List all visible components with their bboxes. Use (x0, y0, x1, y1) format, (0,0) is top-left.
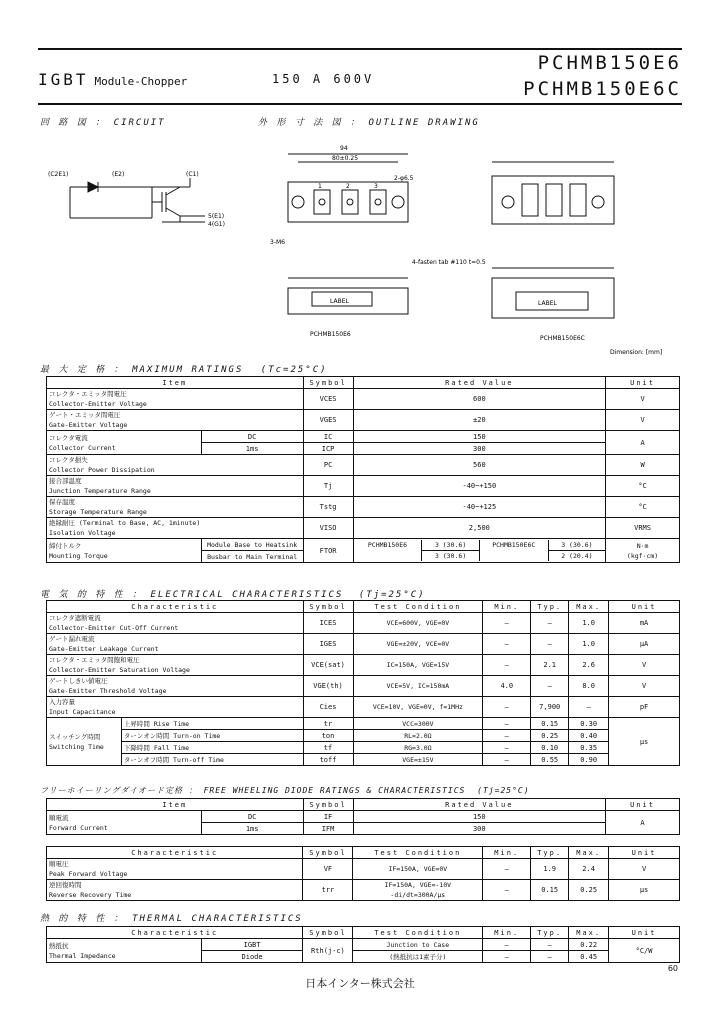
fwd-ratings-table: Item Symbol Rated Value Unit 順電流 Forward Current DC IF 150 A 1ms IFM 300 (46, 798, 680, 835)
table-row: 1ms IFM 300 (47, 823, 680, 835)
header-rule (38, 103, 682, 105)
table-row: ゲート・エミッタ間電圧 Gate-Emitter Voltage VGES ±20 V (47, 410, 680, 431)
model-name-1: PCHMB150E6 (310, 331, 351, 338)
dim-overall: 94 (340, 145, 348, 152)
elec-title-text: 電 気 的 特 性 ： ELECTRICAL CHARACTERISTICS (40, 590, 344, 600)
table-row: Diode (熱抵抗は1素子分) — — 0.45 (47, 951, 680, 963)
thermal-table: Characteristic Symbol Test Condition Min. Typ. Max. Unit 熱抵抗 Thermal Impedance IGBT Rth(j-c) Junction to Case — — 0.22 °C/W Diode (熱抵抗は1素子分) — — 0.45 (46, 926, 680, 963)
max-ratings-title-text: 最 大 定 格 ： MAXIMUM RATINGS (40, 365, 244, 375)
col-rated: Rated Value (353, 377, 606, 389)
col-symbol: Symbol (303, 377, 353, 389)
top-rule (38, 48, 682, 50)
pin-1: 1 (318, 183, 322, 190)
table-row: 順電圧 Peak Forward Voltage VF IF=150A, VGE=0V — 1.9 2.4 V (47, 859, 680, 880)
table-row: Busbar to Main Terminal (47, 551, 680, 563)
page-number: 60 (667, 964, 678, 973)
circuit-diagram (40, 160, 240, 235)
table-row: 接合部温度 Junction Temperature Range Tj -40~+150 °C (47, 476, 680, 497)
thermal-title: 熱 的 特 性 ： THERMAL CHARACTERISTICS (40, 914, 303, 924)
table-row: 入力容量 Input Capacitance Cies VCE=10V, VGE=0V, f=1MHz — 7,900 — pF (47, 697, 680, 718)
table-row: 締付トルク Mounting Torque Module Base to Heatsink FTOR PCHMB150E6 3 (30.6) 3 (30.6) PCHMB150E6C 3 (30.6) 2 (20.4) N·m (kgf·cm) (47, 539, 680, 551)
fwd-cond: (Tj=25°C) (477, 786, 530, 795)
table-row: 保存温度 Storage Temperature Range Tstg -40~+125 °C (47, 497, 680, 518)
circuit-title: 回 路 図 ： CIRCUIT (40, 118, 166, 128)
table-row: コレクタ遮断電流 Collector-Emitter Cut-Off Current ICES VCE=600V, VGE=0V — — 1.0 mA (47, 613, 680, 634)
table-row: コレクタ電流 Collector Current DC IC 150 A (47, 431, 680, 443)
elec-title (40, 587, 426, 600)
table-row: 熱抵抗 Thermal Impedance IGBT Rth(j-c) Junction to Case — — 0.22 °C/W (47, 939, 680, 951)
elec-table: Characteristic Symbol Test Condition Min. Typ. Max. Unit コレクタ遮断電流 Collector-Emitter Cut-Off Current ICES VCE=600V, VGE=0V — — 1.0 mA ゲート漏れ電流 Gate-Emitter Leakage Current IGES VGE=±20V, VCE=0V — — 1.0 μA コレクタ・エミッタ間飽和電圧 Collector-Emitter Saturation Voltage VCE(sat) IC=150A, VGE=15V — 2.1 2.6 V ゲートしきい値電圧 Gate-Emitter Threshold Voltage VGE(th) VCE=5V, IC=150mA 4.0 — 8.0 V 入力容量 Input Capacitance Cies VCE=10V, VGE=0V, f=1MHz — 7,900 — pF スイッチング時間 Switching Time 上昇時間 Rise Time tr VCC=300V — 0.15 0.30 μs ターンオン時間 Turn-on Time ton RL=2.0Ω — 0.25 0.40 下降時間 Fall Time tf RG=3.0Ω — 0.10 0.35 ターンオフ時間 Turn-off Time toff VGE=±15V — 0.55 0.90 (46, 600, 680, 766)
terminal-c2e1: (C2E1) (48, 171, 69, 178)
fwd-chars-table: Characteristic Symbol Test Condition Min. Typ. Max. Unit 順電圧 Peak Forward Voltage VF IF=150A, VGE=0V — 1.9 2.4 V 逆回復時間 Reverse Recovery Time trr IF=150A, VGE=-10V -di/dt=300A/μs — 0.15 0.25 μs (46, 846, 680, 901)
terminal-c1: (C1) (186, 171, 199, 178)
max-ratings-cond: (Tc=25°C) (260, 365, 328, 375)
elec-cond: (Tj=25°C) (358, 590, 426, 600)
label-2: LABEL (538, 300, 557, 307)
company-name: 日本インター株式会社 (305, 977, 415, 990)
col-item: Item (47, 377, 304, 389)
dim-hole: 2-φ6.5 (394, 175, 414, 182)
table-row: ゲートしきい値電圧 Gate-Emitter Threshold Voltage VGE(th) VCE=5V, IC=150mA 4.0 — 8.0 V (47, 676, 680, 697)
max-ratings-title (40, 362, 328, 375)
fwd-title (40, 785, 530, 796)
dim-mount: 80±0.25 (332, 155, 359, 162)
model-name-2: PCHMB150E6C (540, 335, 585, 342)
table-row: コレクタ・エミッタ間飽和電圧 Collector-Emitter Saturation Voltage VCE(sat) IC=150A, VGE=15V — 2.1 2.6 V (47, 655, 680, 676)
dim-tab: 4-fasten tab #110 t=0.5 (412, 259, 486, 266)
table-row: コレクタ・エミッタ間電圧 Collector-Emitter Voltage VCES 600 V (47, 389, 680, 410)
col-unit: Unit (606, 377, 680, 389)
table-row: 逆回復時間 Reverse Recovery Time trr IF=150A, VGE=-10V -di/dt=300A/μs — 0.15 0.25 μs (47, 880, 680, 901)
part-number-1: PCHMB150E6 (537, 52, 682, 74)
outline-drawing (270, 140, 690, 360)
fwd-title-text: フリーホイーリングダイオード定格 ： FREE WHEELING DIODE RATINGS & CHARACTERISTICS (40, 786, 466, 795)
table-row: 絶縁耐圧 (Terminal to Base, AC, 1minute) Isolation Voltage VISO 2,500 VRMS (47, 518, 680, 539)
label-1: LABEL (330, 298, 349, 305)
pin-2: 2 (346, 183, 350, 190)
device-type (38, 70, 187, 89)
pin-3: 3 (374, 183, 378, 190)
outline-title: 外 形 寸 法 図 ： OUTLINE DRAWING (258, 118, 480, 128)
max-ratings-table (46, 376, 680, 563)
table-row: 下降時間 Fall Time tf RG=3.0Ω — 0.10 0.35 (47, 742, 680, 754)
part-number-2: PCHMB150E6C (523, 78, 682, 100)
table-row: ゲート漏れ電流 Gate-Emitter Leakage Current IGES VGE=±20V, VCE=0V — — 1.0 μA (47, 634, 680, 655)
dim-m6: 3-M6 (270, 239, 285, 246)
dimension-note: Dimension: [mm] (610, 349, 663, 356)
device-rating: 150 A 600V (272, 72, 375, 86)
table-row: コレクタ損失 Collector Power Dissipation PC 560 W (47, 455, 680, 476)
terminal-g1: 4(G1) (208, 221, 225, 228)
table-row: 順電流 Forward Current DC IF 150 A (47, 811, 680, 823)
terminal-e1: 5(E1) (208, 213, 225, 220)
table-row: ターンオン時間 Turn-on Time ton RL=2.0Ω — 0.25 0.40 (47, 730, 680, 742)
device-subtitle: Module-Chopper (94, 75, 188, 88)
device-type-text: IGBT (38, 70, 89, 89)
table-row: 1ms ICP 300 (47, 443, 680, 455)
table-row: スイッチング時間 Switching Time 上昇時間 Rise Time tr VCC=300V — 0.15 0.30 μs (47, 718, 680, 730)
terminal-e2: (E2) (112, 171, 125, 178)
table-row: ターンオフ時間 Turn-off Time toff VGE=±15V — 0.55 0.90 (47, 754, 680, 766)
